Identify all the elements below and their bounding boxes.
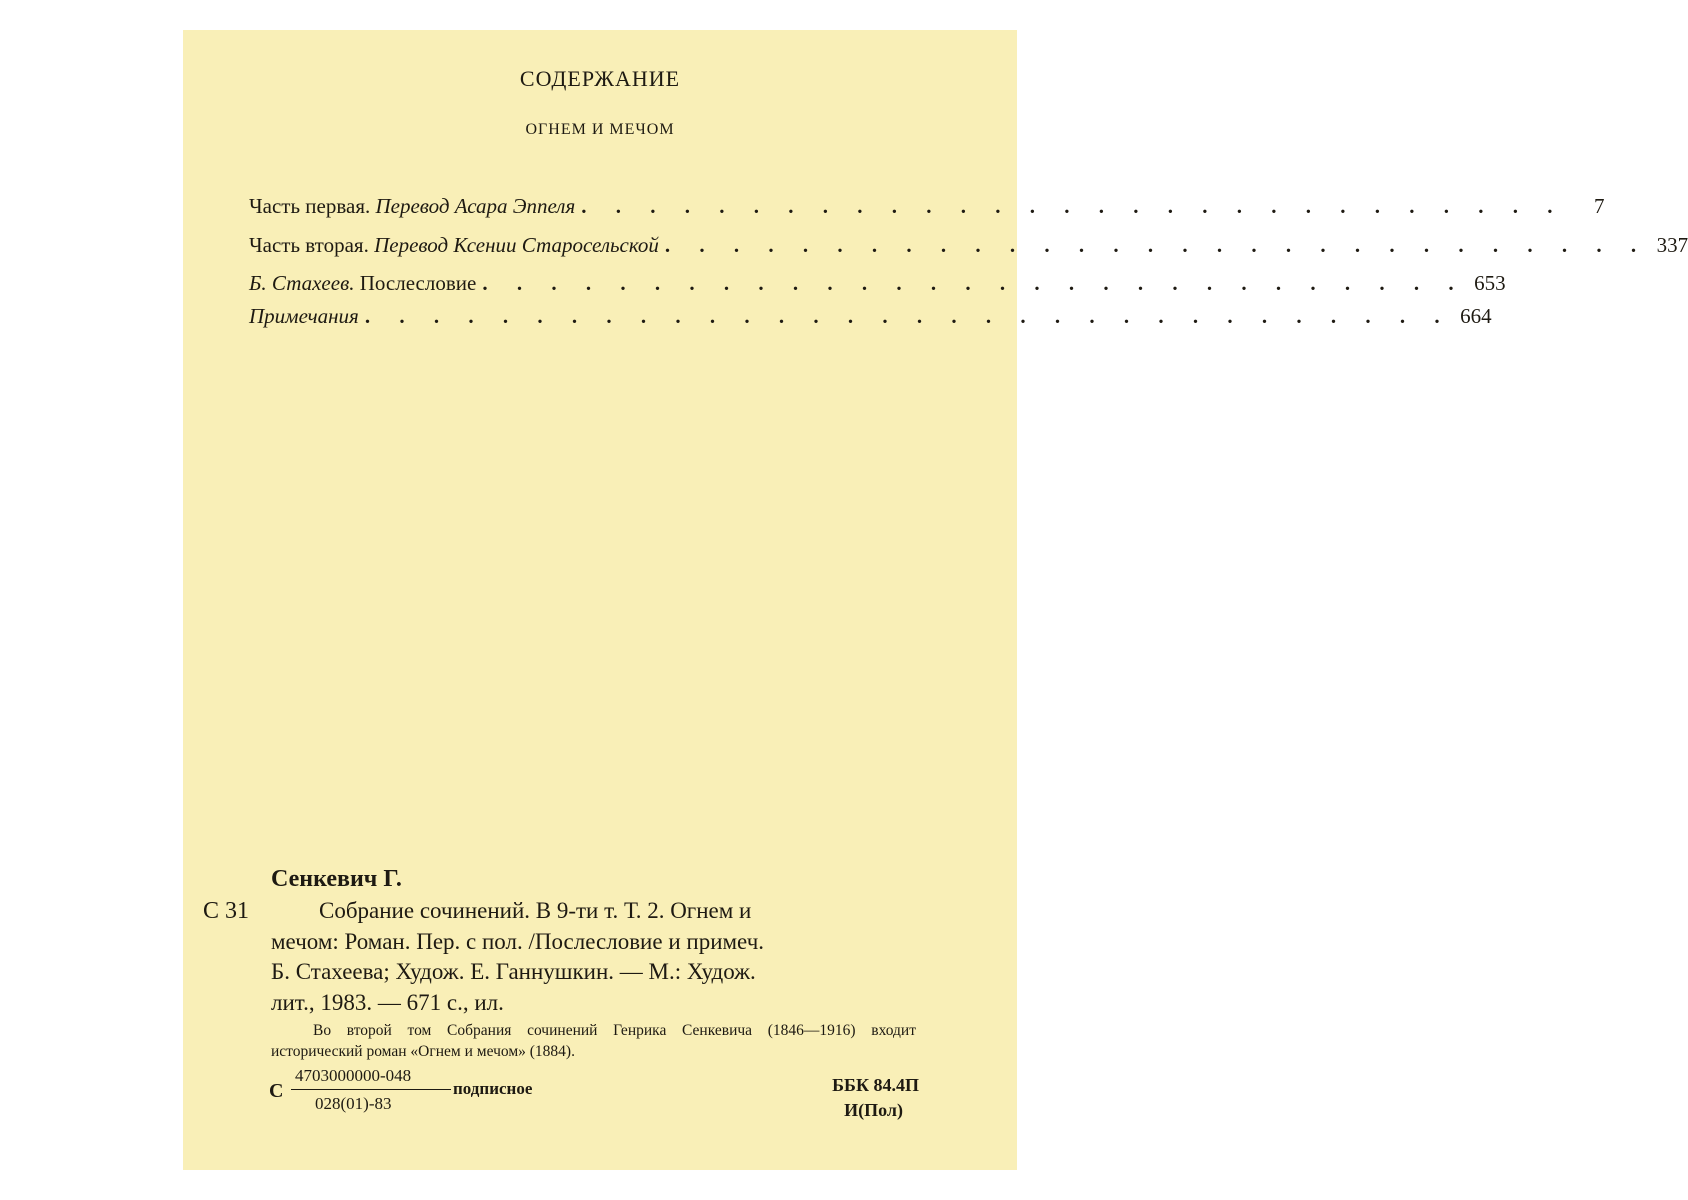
toc-leader-dots: . . . . . . . . . . . . . . . . . . . . . . . . . . . . . . . . xyxy=(364,304,1452,328)
catalog-author: Сенкевич Г. xyxy=(271,866,402,892)
toc-page-number: 664 xyxy=(1460,304,1492,328)
toc-entry-label: Б. Стахеев. Послесловие xyxy=(249,271,477,295)
subscription-label: подписное xyxy=(453,1079,533,1098)
catalog-line: лит., 1983. — 671 с., ил. xyxy=(271,989,504,1015)
bbk-code: ББК 84.4П xyxy=(832,1075,919,1095)
toc-leader-dots: . . . . . . . . . . . . . . . . . . . . . . . . . . . . . xyxy=(664,233,1649,257)
toc-page-number: 653 xyxy=(1474,271,1506,295)
toc-leader-dots: . . . . . . . . . . . . . . . . . . . . . . . . . . . . . xyxy=(482,271,1466,295)
toc-entry xyxy=(249,194,1605,226)
toc-entry-label: Часть вторая. Перевод Ксении Старосельской xyxy=(249,233,659,257)
catalog-index-denominator: 028(01)-83 xyxy=(315,1094,392,1113)
catalog-line: Б. Стахеева; Худож. Е. Ганнушкин. — М.: Худож. xyxy=(271,959,756,984)
toc-page-number: 337 xyxy=(1656,233,1688,257)
catalog-annotation: Во второй том Собрания сочинений Генрика Сенкевича (1846—1916) входит исторический роман «Огнем и мечом» (1884). xyxy=(271,1022,916,1060)
catalog-code: С 31 xyxy=(203,898,250,924)
toc-leader-dots: . . . . . . . . . . . . . . . . . . . . . . . . . . . . . xyxy=(581,194,1565,218)
book-page xyxy=(183,30,1688,1170)
catalog-description xyxy=(271,896,913,1018)
book-title-heading: ОГНЕМ И МЕЧОМ xyxy=(525,121,675,138)
contents-heading: СОДЕРЖАНИЕ xyxy=(519,66,681,91)
catalog-index-letter: С xyxy=(269,1080,284,1102)
toc-entry xyxy=(249,271,1506,303)
toc-entry-label: Примечания xyxy=(249,304,359,328)
toc-entry xyxy=(249,304,1492,336)
toc-entry-label: Часть первая. Перевод Асара Эппеля xyxy=(249,194,576,218)
toc-page-number: 7 xyxy=(1593,194,1605,218)
catalog-index-numerator: 4703000000-048 xyxy=(295,1066,412,1085)
fraction-line xyxy=(291,1089,451,1090)
toc-entry xyxy=(249,233,1688,265)
classification-code: И(Пол) xyxy=(844,1100,903,1120)
catalog-line: Собрание сочинений. В 9-ти т. Т. 2. Огнем и xyxy=(319,898,752,923)
catalog-line: мечом: Роман. Пер. с пол. /Послесловие и примеч. xyxy=(271,928,765,954)
